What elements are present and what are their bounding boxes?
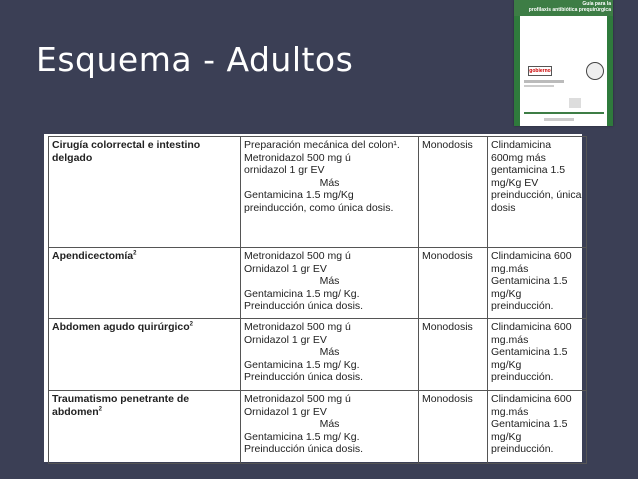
alternative-cell	[488, 391, 587, 464]
procedure-cell	[49, 248, 241, 319]
seal-icon	[586, 62, 604, 80]
frequency-label: Monodosis	[422, 139, 473, 151]
regimen-line: Gentamicina 1.5 mg/ Kg.	[244, 287, 360, 300]
procedure-label: Abdomen agudo quirúrgico	[52, 321, 190, 333]
regimen-line: Gentamicina 1.5 mg/ Kg.	[244, 358, 360, 371]
frequency-label: Monodosis	[422, 250, 473, 262]
gobierno-logo-icon: gobierno	[529, 68, 551, 74]
procedure-cell	[49, 391, 241, 464]
footnote-marker: 2	[98, 406, 103, 413]
regimen-line: Preinducción única dosis.	[244, 443, 364, 456]
alternative-cell	[488, 248, 587, 319]
frequency-label: Monodosis	[422, 393, 473, 405]
regimen-line: Ornidazol 1 gr EV	[244, 262, 327, 275]
frequency-cell	[419, 319, 488, 391]
procedure-label: Apendicectomía	[52, 250, 134, 262]
regimen-line: Gentamicina 1.5 mg/ Kg.	[244, 430, 360, 443]
footnote-marker: 2	[189, 321, 194, 328]
procedure-label: Cirugía colorrectal e intestino delgado	[52, 139, 201, 164]
alternative-label: Clindamicina 600 mg.más Gentamicina 1.5 mg/Kg preinducción.	[491, 321, 572, 384]
slide-title: Esquema - Adultos	[36, 40, 354, 79]
regimen-line: ornidazol 1 gr EV	[244, 164, 325, 177]
cover-divider	[524, 112, 604, 114]
table-row	[49, 391, 587, 464]
regimen-cell	[241, 319, 419, 391]
prophylaxis-table	[48, 136, 587, 464]
alternative-label: Clindamicina 600 mg.más Gentamicina 1.5 mg/Kg preinducción.	[491, 250, 572, 313]
cover-left-stripe	[514, 16, 520, 126]
regimen-line: Más	[319, 418, 340, 431]
regimen-cell	[241, 248, 419, 319]
cover-text-block	[524, 85, 554, 87]
regimen-line: preinducción, como única dosis.	[244, 201, 394, 214]
frequency-cell	[419, 137, 488, 248]
alternative-label: Clindamicina 600 mg.más Gentamicina 1.5 mg/Kg preinducción.	[491, 393, 572, 456]
regimen-line: Más	[319, 176, 340, 189]
cover-header-line2: profilaxis antibiótica prequirúrgica	[528, 7, 611, 13]
procedure-cell	[49, 137, 241, 248]
regimen-line: Metronidazol 500 mg ú	[244, 250, 351, 262]
table-row	[49, 248, 587, 319]
frequency-cell	[419, 391, 488, 464]
cover-header-text	[514, 1, 611, 13]
regimen-line: Más	[319, 346, 340, 359]
cover-emblem-icon	[569, 98, 581, 108]
alternative-cell	[488, 319, 587, 391]
frequency-cell	[419, 248, 488, 319]
table-row	[49, 319, 587, 391]
regimen-line: Metronidazol 500 mg ú	[244, 151, 351, 164]
prophylaxis-table-image	[44, 134, 582, 462]
regimen-line: Preparación mecánica del colon¹.	[244, 139, 400, 151]
procedure-label: Traumatismo penetrante de abdomen	[52, 393, 190, 418]
cover-footer-text	[544, 118, 574, 121]
regimen-line: Gentamicina 1.5 mg/Kg	[244, 189, 354, 202]
cover-header-band	[514, 0, 613, 16]
alternative-label: Clindamicina 600mg más gentamicina 1.5 mg/Kg EV preinducción, única dosis	[491, 139, 582, 214]
regimen-cell	[241, 391, 419, 464]
alternative-cell	[488, 137, 587, 248]
regimen-line: Metronidazol 500 mg ú	[244, 321, 351, 333]
regimen-line: Más	[319, 275, 340, 288]
regimen-line: Preinducción única dosis.	[244, 300, 364, 313]
regimen-cell	[241, 137, 419, 248]
cover-right-stripe	[607, 16, 613, 126]
table-row	[49, 137, 587, 248]
cover-header-line1: Guía para la	[582, 1, 611, 7]
procedure-cell	[49, 319, 241, 391]
regimen-line: Preinducción única dosis.	[244, 371, 364, 384]
regimen-line: Ornidazol 1 gr EV	[244, 405, 327, 418]
guide-cover-thumbnail	[514, 0, 613, 126]
regimen-line: Ornidazol 1 gr EV	[244, 333, 327, 346]
frequency-label: Monodosis	[422, 321, 473, 333]
regimen-line: Metronidazol 500 mg ú	[244, 393, 351, 405]
footnote-marker: 2	[133, 250, 137, 257]
cover-text-block	[524, 80, 564, 83]
